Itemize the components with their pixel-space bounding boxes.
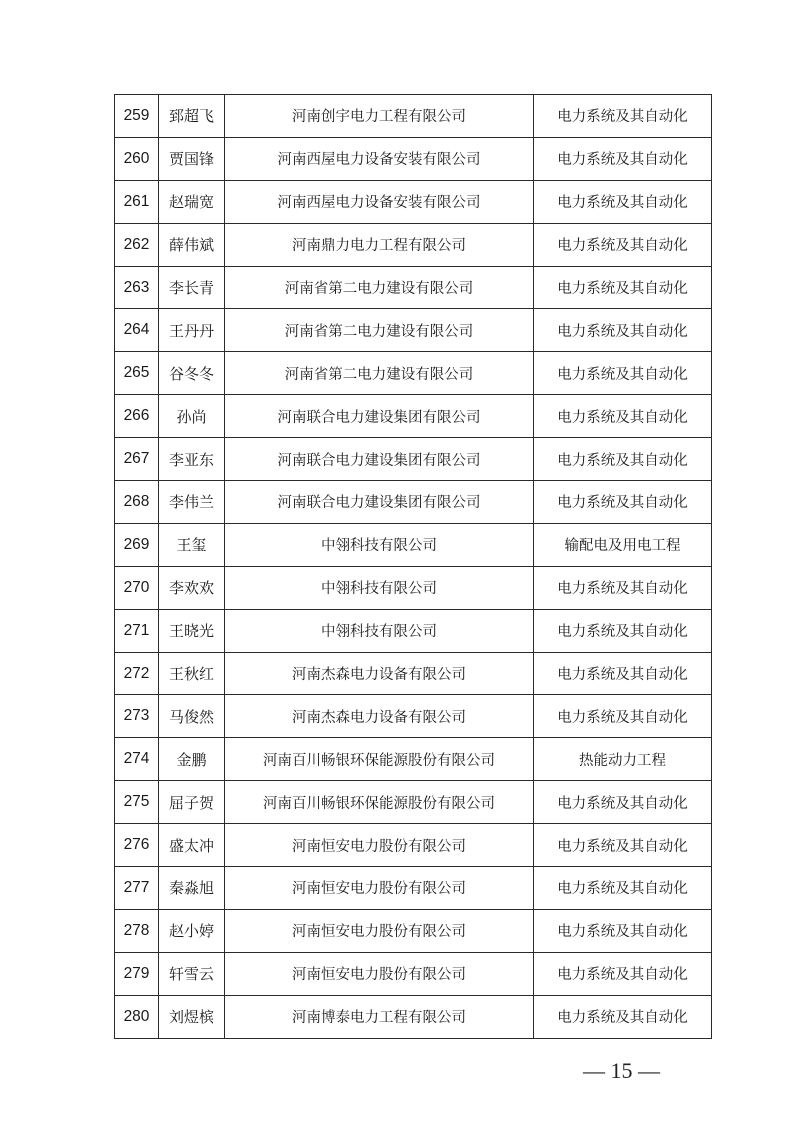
table-row xyxy=(115,995,712,1038)
company-name: 河南联合电力建设集团有限公司 xyxy=(225,395,534,438)
table-row xyxy=(115,395,712,438)
table-row xyxy=(115,652,712,695)
major-name: 热能动力工程 xyxy=(534,738,712,781)
company-name: 河南百川畅银环保能源股份有限公司 xyxy=(225,781,534,824)
major-name: 电力系统及其自动化 xyxy=(534,867,712,910)
major-name: 电力系统及其自动化 xyxy=(534,695,712,738)
major-name: 电力系统及其自动化 xyxy=(534,137,712,180)
table-row xyxy=(115,95,712,138)
major-name: 电力系统及其自动化 xyxy=(534,652,712,695)
roster-table xyxy=(114,94,712,1039)
table-row xyxy=(115,909,712,952)
company-name: 河南恒安电力股份有限公司 xyxy=(225,867,534,910)
table-row xyxy=(115,137,712,180)
company-name: 中翎科技有限公司 xyxy=(225,566,534,609)
company-name: 河南恒安电力股份有限公司 xyxy=(225,952,534,995)
person-name: 李长青 xyxy=(159,266,225,309)
company-name: 河南省第二电力建设有限公司 xyxy=(225,266,534,309)
page-number: — 15 — xyxy=(583,1058,660,1083)
company-name: 河南西屋电力设备安装有限公司 xyxy=(225,137,534,180)
person-name: 郅超飞 xyxy=(159,95,225,138)
major-name: 电力系统及其自动化 xyxy=(534,180,712,223)
row-number: 276 xyxy=(115,824,159,867)
major-name: 电力系统及其自动化 xyxy=(534,95,712,138)
person-name: 李欢欢 xyxy=(159,566,225,609)
row-number: 262 xyxy=(115,223,159,266)
company-name: 中翎科技有限公司 xyxy=(225,523,534,566)
row-number: 275 xyxy=(115,781,159,824)
row-number: 270 xyxy=(115,566,159,609)
person-name: 李伟兰 xyxy=(159,481,225,524)
company-name: 河南联合电力建设集团有限公司 xyxy=(225,438,534,481)
company-name: 河南联合电力建设集团有限公司 xyxy=(225,481,534,524)
table-row xyxy=(115,523,712,566)
row-number: 272 xyxy=(115,652,159,695)
person-name: 王晓光 xyxy=(159,609,225,652)
row-number: 265 xyxy=(115,352,159,395)
table-row xyxy=(115,781,712,824)
table-row xyxy=(115,180,712,223)
row-number: 266 xyxy=(115,395,159,438)
major-name: 电力系统及其自动化 xyxy=(534,609,712,652)
person-name: 贾国锋 xyxy=(159,137,225,180)
person-name: 金鹏 xyxy=(159,738,225,781)
roster-body xyxy=(115,95,712,1039)
row-number: 271 xyxy=(115,609,159,652)
table-row xyxy=(115,481,712,524)
company-name: 河南恒安电力股份有限公司 xyxy=(225,824,534,867)
table-row xyxy=(115,952,712,995)
table-row xyxy=(115,609,712,652)
company-name: 河南省第二电力建设有限公司 xyxy=(225,352,534,395)
row-number: 267 xyxy=(115,438,159,481)
table-row xyxy=(115,438,712,481)
row-number: 264 xyxy=(115,309,159,352)
company-name: 河南鼎力电力工程有限公司 xyxy=(225,223,534,266)
major-name: 电力系统及其自动化 xyxy=(534,824,712,867)
person-name: 盛太冲 xyxy=(159,824,225,867)
major-name: 电力系统及其自动化 xyxy=(534,566,712,609)
person-name: 马俊然 xyxy=(159,695,225,738)
company-name: 中翎科技有限公司 xyxy=(225,609,534,652)
table-row xyxy=(115,695,712,738)
table-row xyxy=(115,738,712,781)
row-number: 274 xyxy=(115,738,159,781)
table-row xyxy=(115,309,712,352)
company-name: 河南杰森电力设备有限公司 xyxy=(225,695,534,738)
row-number: 261 xyxy=(115,180,159,223)
person-name: 薛伟斌 xyxy=(159,223,225,266)
row-number: 280 xyxy=(115,995,159,1038)
row-number: 278 xyxy=(115,909,159,952)
major-name: 电力系统及其自动化 xyxy=(534,352,712,395)
major-name: 电力系统及其自动化 xyxy=(534,909,712,952)
major-name: 电力系统及其自动化 xyxy=(534,995,712,1038)
major-name: 电力系统及其自动化 xyxy=(534,309,712,352)
person-name: 刘煜槟 xyxy=(159,995,225,1038)
table-row xyxy=(115,352,712,395)
company-name: 河南西屋电力设备安装有限公司 xyxy=(225,180,534,223)
major-name: 输配电及用电工程 xyxy=(534,523,712,566)
row-number: 259 xyxy=(115,95,159,138)
table-row xyxy=(115,566,712,609)
person-name: 轩雪云 xyxy=(159,952,225,995)
person-name: 赵小婷 xyxy=(159,909,225,952)
person-name: 孙尚 xyxy=(159,395,225,438)
major-name: 电力系统及其自动化 xyxy=(534,395,712,438)
person-name: 李亚东 xyxy=(159,438,225,481)
major-name: 电力系统及其自动化 xyxy=(534,952,712,995)
table-row xyxy=(115,867,712,910)
company-name: 河南省第二电力建设有限公司 xyxy=(225,309,534,352)
row-number: 269 xyxy=(115,523,159,566)
table-row xyxy=(115,266,712,309)
person-name: 屈子贺 xyxy=(159,781,225,824)
person-name: 王玺 xyxy=(159,523,225,566)
major-name: 电力系统及其自动化 xyxy=(534,266,712,309)
row-number: 268 xyxy=(115,481,159,524)
person-name: 王丹丹 xyxy=(159,309,225,352)
row-number: 277 xyxy=(115,867,159,910)
company-name: 河南恒安电力股份有限公司 xyxy=(225,909,534,952)
person-name: 秦淼旭 xyxy=(159,867,225,910)
person-name: 赵瑞宽 xyxy=(159,180,225,223)
row-number: 273 xyxy=(115,695,159,738)
company-name: 河南杰森电力设备有限公司 xyxy=(225,652,534,695)
row-number: 260 xyxy=(115,137,159,180)
table-row xyxy=(115,223,712,266)
major-name: 电力系统及其自动化 xyxy=(534,438,712,481)
major-name: 电力系统及其自动化 xyxy=(534,223,712,266)
person-name: 王秋红 xyxy=(159,652,225,695)
person-name: 谷冬冬 xyxy=(159,352,225,395)
major-name: 电力系统及其自动化 xyxy=(534,481,712,524)
company-name: 河南创宇电力工程有限公司 xyxy=(225,95,534,138)
table-row xyxy=(115,824,712,867)
company-name: 河南博泰电力工程有限公司 xyxy=(225,995,534,1038)
row-number: 263 xyxy=(115,266,159,309)
company-name: 河南百川畅银环保能源股份有限公司 xyxy=(225,738,534,781)
row-number: 279 xyxy=(115,952,159,995)
major-name: 电力系统及其自动化 xyxy=(534,781,712,824)
